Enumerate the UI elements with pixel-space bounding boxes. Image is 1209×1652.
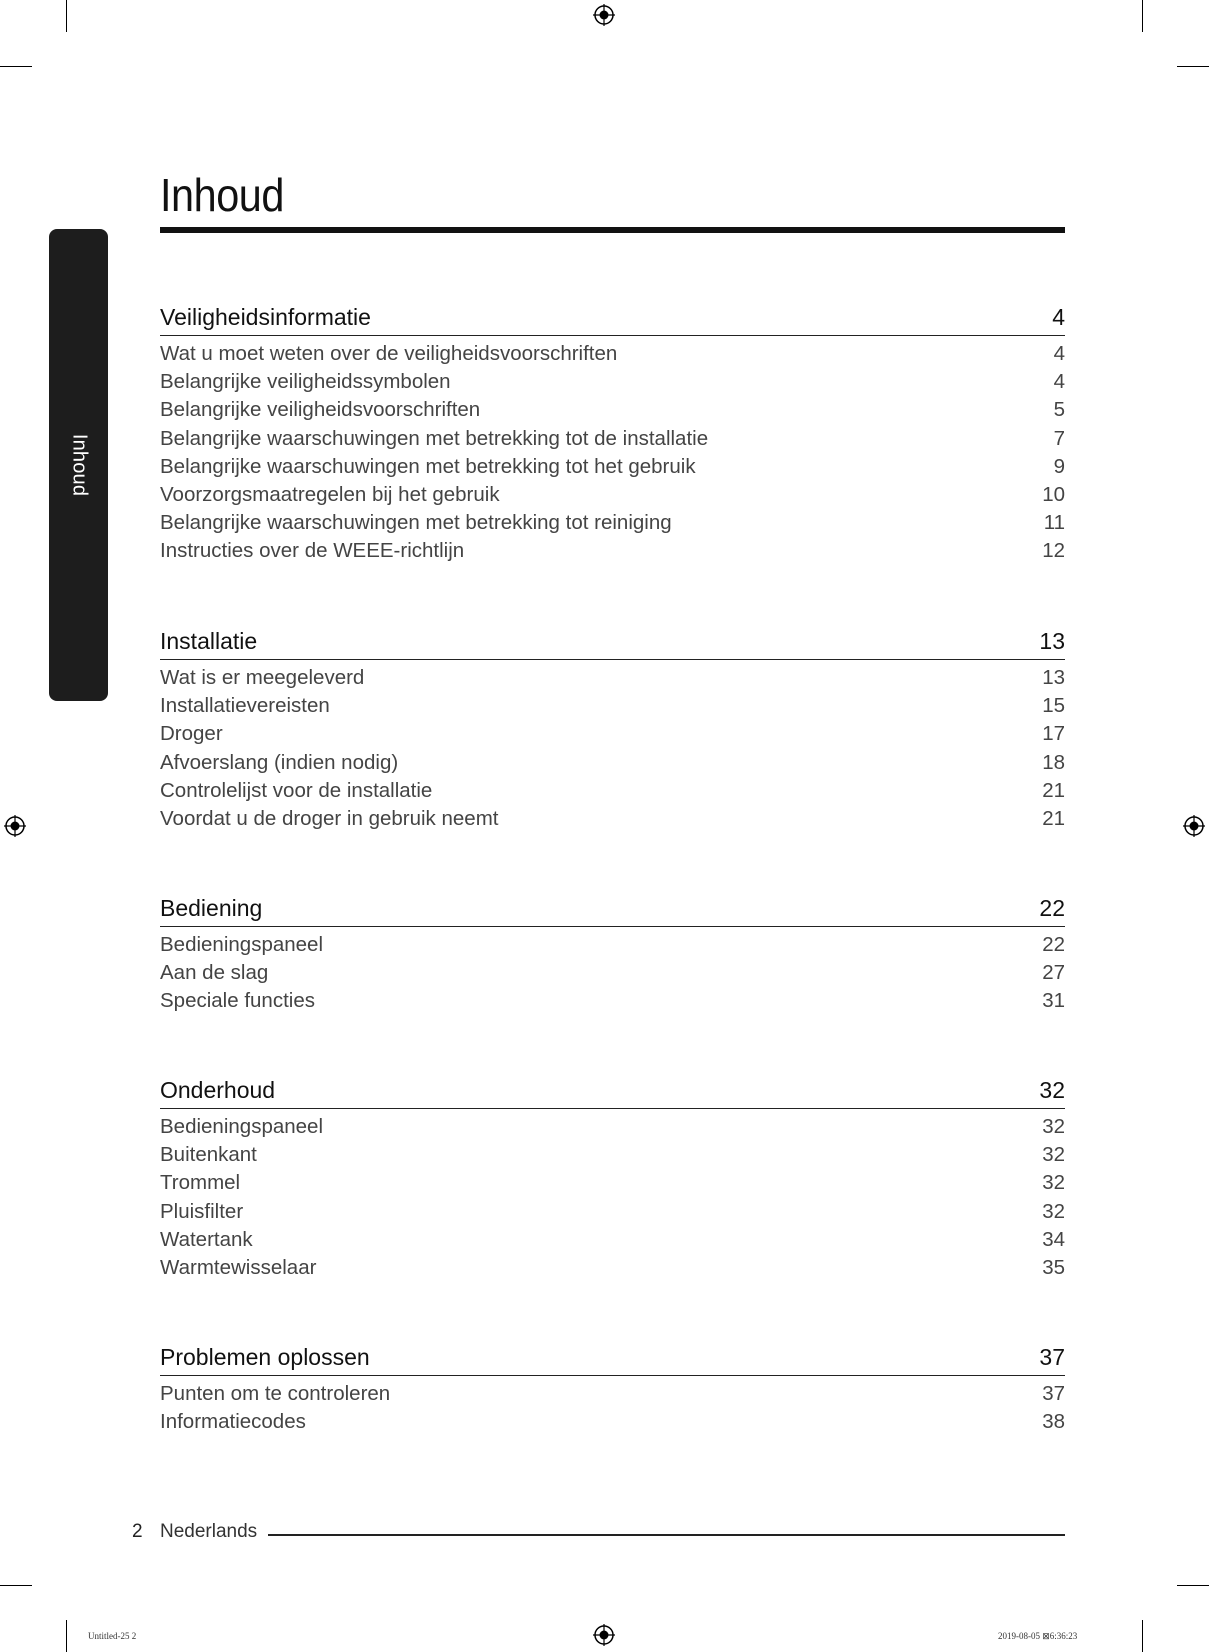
toc-entry[interactable]: [160, 509, 1065, 537]
toc-entry-list: [160, 1380, 1065, 1436]
toc-entry[interactable]: [160, 1113, 1065, 1141]
toc-entry-page: 7: [1053, 426, 1065, 450]
toc-entry-page: 10: [1042, 482, 1065, 506]
toc-entry[interactable]: [160, 931, 1065, 959]
toc-entry-label: Informatiecodes: [160, 1410, 306, 1434]
toc-entry-page: 4: [1053, 370, 1065, 394]
toc-entry-page: 35: [1042, 1255, 1065, 1279]
toc-section-page: 32: [1039, 1077, 1065, 1103]
toc-entry-page: 11: [1043, 511, 1065, 535]
toc-section-heading[interactable]: [160, 620, 1065, 660]
side-tab: [49, 229, 108, 701]
registration-mark-icon: [593, 1624, 615, 1646]
toc-entry-label: Controlelijst voor de installatie: [160, 778, 433, 802]
toc-entry-label: Belangrijke waarschuwingen met betrekking tot het gebruik: [160, 454, 696, 478]
footer-language: Nederlands: [160, 1521, 258, 1542]
crop-mark: [66, 0, 67, 32]
toc-entry-list: [160, 931, 1065, 1016]
toc-entry[interactable]: [160, 537, 1065, 565]
toc-entry-page: 38: [1042, 1410, 1065, 1434]
toc-entry[interactable]: [160, 1198, 1065, 1226]
crop-mark: [0, 1585, 32, 1586]
toc-section-heading[interactable]: [160, 1336, 1065, 1376]
toc-entry[interactable]: [160, 1169, 1065, 1197]
toc-entry-page: 12: [1042, 539, 1065, 563]
toc-entry-label: Wat is er meegeleverd: [160, 666, 365, 689]
toc-entry-label: Speciale functies: [160, 989, 315, 1013]
toc-entry-page: 34: [1042, 1227, 1065, 1251]
toc-entry[interactable]: [160, 453, 1065, 481]
toc-entry[interactable]: [160, 1380, 1065, 1408]
toc-section: [160, 620, 1065, 833]
toc-entry-label: Bedieningspaneel: [160, 1115, 323, 1138]
toc-section-heading[interactable]: [160, 1069, 1065, 1109]
toc-entry-label: Trommel: [160, 1171, 241, 1195]
toc-section: [160, 1069, 1065, 1282]
toc-entry-page: 31: [1042, 989, 1065, 1013]
toc-entry-page: 22: [1042, 933, 1065, 956]
toc-entry-page: 15: [1042, 694, 1065, 718]
toc-entry[interactable]: [160, 481, 1065, 509]
toc-entry-list: [160, 1113, 1065, 1282]
print-slug-left: Untitled-25 2: [88, 1631, 137, 1641]
toc-section: [160, 887, 1065, 1016]
toc-entry-list: [160, 664, 1065, 833]
toc-section-page: 4: [1052, 304, 1065, 330]
toc-entry-page: 32: [1042, 1115, 1065, 1138]
toc-entry[interactable]: [160, 1141, 1065, 1169]
toc-entry-page: 32: [1042, 1199, 1065, 1223]
toc-entry-page: 32: [1042, 1171, 1065, 1195]
toc-entry-page: 4: [1053, 342, 1065, 365]
toc-entry[interactable]: [160, 425, 1065, 453]
toc-section: [160, 296, 1065, 566]
toc-entry-label: Belangrijke veiligheidssymbolen: [160, 370, 451, 394]
footer-rule: [268, 1534, 1065, 1536]
toc-entry[interactable]: [160, 1226, 1065, 1254]
toc-entry-label: Belangrijke veiligheidsvoorschriften: [160, 398, 481, 422]
title-rule: [160, 227, 1065, 233]
toc-entry-label: Buitenkant: [160, 1143, 257, 1167]
toc-section-title: Installatie: [160, 628, 258, 654]
toc-entry-label: Warmtewisselaar: [160, 1255, 317, 1279]
toc-section-title: Bediening: [160, 895, 263, 921]
toc-entry-label: Aan de slag: [160, 961, 269, 985]
toc-entry-label: Punten om te controleren: [160, 1382, 391, 1405]
toc-entry-page: 21: [1042, 778, 1065, 802]
toc-section: [160, 1336, 1065, 1436]
registration-mark-icon: [593, 4, 615, 26]
toc-entry-label: Pluisfilter: [160, 1199, 244, 1223]
toc-entry-page: 18: [1042, 750, 1065, 774]
toc-entry-page: 5: [1053, 398, 1065, 422]
crop-mark: [1177, 66, 1209, 67]
page-title: Inhoud: [160, 169, 284, 221]
toc-entry[interactable]: [160, 959, 1065, 987]
toc-entry-label: Bedieningspaneel: [160, 933, 323, 956]
toc-entry[interactable]: [160, 987, 1065, 1015]
toc-entry[interactable]: [160, 340, 1065, 368]
crop-mark: [1142, 0, 1143, 32]
toc-section-title: Veiligheidsinformatie: [160, 304, 371, 330]
toc-section-page: 22: [1039, 895, 1065, 921]
toc-entry[interactable]: [160, 1254, 1065, 1282]
toc-entry-page: 27: [1042, 961, 1065, 985]
toc-section-page: 37: [1039, 1344, 1065, 1370]
toc-section-page: 13: [1039, 628, 1065, 654]
toc-entry-label: Afvoerslang (indien nodig): [160, 750, 399, 774]
toc-section-heading[interactable]: [160, 296, 1065, 336]
toc-entry-label: Belangrijke waarschuwingen met betrekking tot de installatie: [160, 426, 709, 450]
toc-entry[interactable]: [160, 1408, 1065, 1436]
toc-entry-label: Droger: [160, 722, 223, 746]
toc-entry-list: [160, 340, 1065, 566]
toc-entry-page: 13: [1042, 666, 1065, 689]
toc-entry-page: 17: [1042, 722, 1065, 746]
toc-entry[interactable]: [160, 749, 1065, 777]
toc-entry-page: 32: [1042, 1143, 1065, 1167]
crop-mark: [1142, 1620, 1143, 1652]
toc-entry-page: 21: [1042, 806, 1065, 830]
toc-section-title: Onderhoud: [160, 1077, 276, 1103]
toc-entry-label: Voordat u de droger in gebruik neemt: [160, 806, 499, 830]
toc-entry-label: Installatievereisten: [160, 694, 330, 718]
crop-mark: [0, 66, 32, 67]
toc-entry-label: Belangrijke waarschuwingen met betrekking tot reiniging: [160, 511, 672, 535]
toc-entry-page: 9: [1053, 454, 1065, 478]
toc-entry[interactable]: [160, 720, 1065, 748]
toc-entry[interactable]: [160, 396, 1065, 424]
toc-entry[interactable]: [160, 805, 1065, 833]
toc-entry[interactable]: [160, 368, 1065, 396]
toc-entry[interactable]: [160, 777, 1065, 805]
toc-entry[interactable]: [160, 664, 1065, 692]
toc-entry-label: Watertank: [160, 1227, 253, 1251]
toc-entry-label: Instructies over de WEEE-richtlijn: [160, 539, 465, 563]
crop-mark: [66, 1620, 67, 1652]
toc-entry[interactable]: [160, 692, 1065, 720]
toc-section-title: Problemen oplossen: [160, 1344, 370, 1370]
print-slug-right: 2019-08-05 ⊠6:36:23: [998, 1631, 1078, 1641]
toc-section-heading[interactable]: [160, 887, 1065, 927]
toc-entry-label: Wat u moet weten over de veiligheidsvoorschriften: [160, 342, 618, 365]
registration-mark-icon: [1183, 815, 1205, 837]
side-tab-label: Inhoud: [68, 433, 90, 497]
toc-entry-page: 37: [1042, 1382, 1065, 1405]
toc-entry-label: Voorzorgsmaatregelen bij het gebruik: [160, 482, 500, 506]
registration-mark-icon: [4, 815, 26, 837]
crop-mark: [1177, 1585, 1209, 1586]
footer-page-number: 2: [132, 1521, 143, 1542]
